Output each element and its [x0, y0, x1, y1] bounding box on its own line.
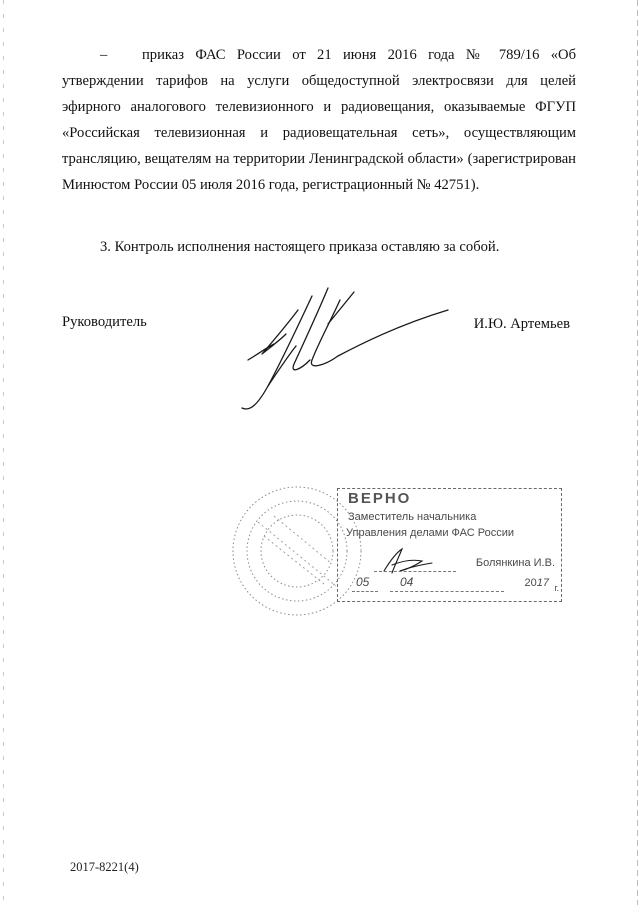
stamp-title: ВЕРНО: [348, 490, 412, 507]
stamp-name: Болянкина И.В.: [475, 557, 555, 569]
signer-name: И.Ю. Артемьев: [473, 316, 570, 332]
stamp-day-line: [352, 591, 378, 592]
stamp-year-end: г.: [554, 583, 559, 593]
scan-edge-right: [637, 0, 638, 905]
stamp-signature: [376, 543, 436, 579]
stamp-date-year: [525, 577, 550, 589]
stamp-year-suffix: 17: [536, 577, 549, 589]
stamp-year-prefix: 20: [524, 577, 537, 589]
stamp-month-line: [390, 591, 504, 592]
stamp-position-line1: Заместитель начальника: [348, 511, 477, 523]
handwritten-signature: [228, 282, 468, 412]
document-number: 2017-8221(4): [70, 860, 139, 874]
control-paragraph: 3. Контроль исполнения настоящего приказа оставляю за собой.: [100, 239, 500, 255]
scan-edge-left: [3, 0, 4, 905]
stamp-date-month: 04: [400, 575, 414, 589]
signer-role: Руководитель: [62, 314, 147, 330]
list-item-text: приказ ФАС России от 21 июня 2016 года № 789/16 «Об утверждении тарифов на услуги общедоступной электросвязи для целей эфирного аналогового телевизионного и радиовещания, оказываемые ФГУП «Российская телевизионная и радиовещательная сеть», осуществляющим трансляцию, вещателям на территории Ленинградской области» (зарегистрирован Минюстом России 05 июля 2016 года, регистрационный № 42751).: [62, 47, 576, 193]
certification-stamp: [337, 488, 562, 602]
stamp-date-day: 05: [356, 575, 370, 589]
list-dash: –: [100, 47, 108, 63]
stamp-position-line2: Управления делами ФАС России: [346, 527, 514, 539]
list-item-paragraph: [62, 42, 576, 198]
stamp-signature-line: [374, 571, 456, 572]
